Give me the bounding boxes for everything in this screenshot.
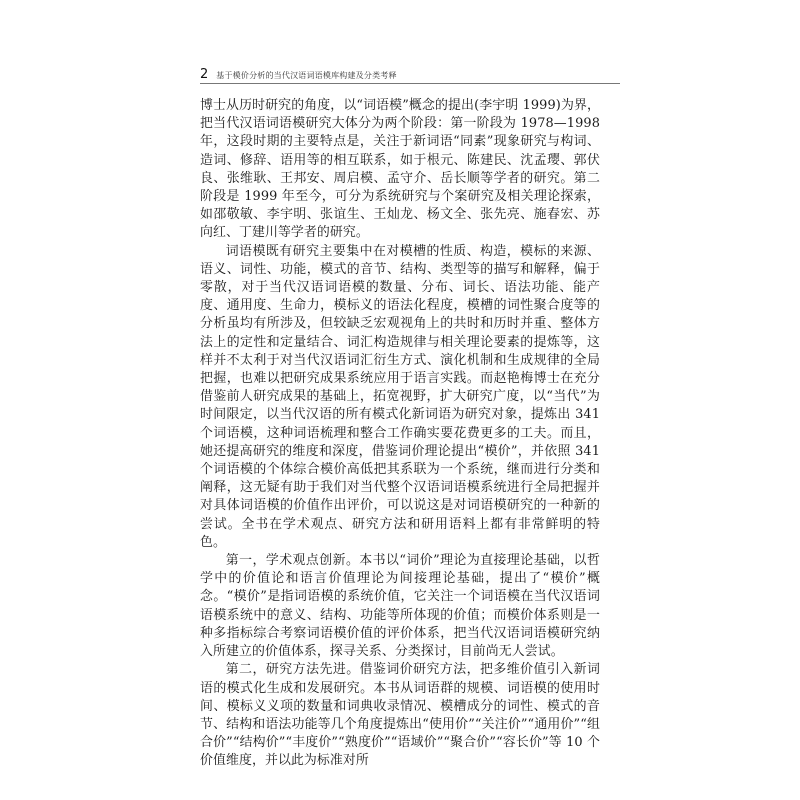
running-title: 基于模价分析的当代汉语词语模库构建及分类考释 xyxy=(216,71,397,80)
page-number: 2 xyxy=(200,67,209,82)
paragraph-1: 博士从历时研究的角度，以“词语模”概念的提出(李宇明 1999)为界，把当代汉语词语模研究大体分为两个阶段：第一阶段为 1978—1998 年，这段时期的主要特点是，关注于新词语“同素”现象研究与构词、造词、修辞、语用等的相互联系，如于根元、陈建民、沈孟璎、郭伏良、张维耿、王邦安、周启模、孟守介、岳长顺等学者的研究。第二阶段是 1999 年至今，可分为系统研究与个案研究及相关理论探索，如邵敬敏、李宇明、张谊生、王灿龙、杨文全、张先亮、施春宏、苏向红、丁建川等学者的研究。 xyxy=(200,98,600,241)
paragraph-4: 第二，研究方法先进。借鉴词价研究方法，把多维价值引入新词语的模式化生成和发展研究。本书从词语群的规模、词语模的使用时间、模标义义项的数量和词典收录情况、模槽成分的词性、模式的音节、结构和语法功能等几个角度提炼出“使用价”“关注价”“通用价”“组合价”“结构价”“丰度价”“熟度价”“语域价”“聚合价”“容长价”等 10 个价值维度，并以此为标准对所 xyxy=(200,662,600,769)
body-text xyxy=(200,97,600,777)
paragraph-3: 第一，学术观点创新。本书以“词价”理论为直接理论基础，以哲学中的价值论和语言价值理论为间接理论基础，提出了“模价”概念。“模价”是指词语模的系统价值，它关注一个词语模在当代汉语词语模系统中的意义、结构、功能等所体现的价值；而模价体系则是一种多指标综合考察词语模价值的评价体系，把当代汉语词语模研究纳入所建立的价值体系，探寻关系、分类探讨，目前尚无人尝试。 xyxy=(200,553,600,660)
page-header xyxy=(200,66,600,82)
header-divider xyxy=(200,83,620,84)
paragraph-2: 词语模既有研究主要集中在对模槽的性质、构造，模标的来源、语义、词性、功能，模式的音节、结构、类型等的描写和解释，偏于零散，对于当代汉语词语模的数量、分布、词长、语法功能、能产度、通用度、生命力，模标义的语法化程度，模槽的词性聚合度等的分析虽均有所涉及，但较缺乏宏观视角上的共时和历时并重、整体方法上的定性和定量结合、词汇构造规律与相关理论要素的提炼等，这样并不太利于对当代汉语词汇衍生方式、演化机制和生成规律的全局把握，也难以把研究成果系统应用于语言实践。而赵艳梅博士在充分借鉴前人研究成果的基础上，拓宽视野，扩大研究广度，以“当代”为时间限定，以当代汉语的所有模式化新词语为研究对象，提炼出 341 个词语模，这种词语梳理和整合工作确实要花费更多的工夫。而且，她还提高研究的维度和深度，借鉴词价理论提出“模价”，并依照 341 个词语模的个体综合模价高低把其系联为一个系统，继而进行分类和阐释，这无疑有助于我们对当代整个汉语词语模系统进行全局把握并对具体词语模的价值作出评价，可以说这是对词语模研究的一种新的尝试。全书在学术观点、研究方法和研用语料上都有非常鲜明的特色。 xyxy=(200,243,600,550)
